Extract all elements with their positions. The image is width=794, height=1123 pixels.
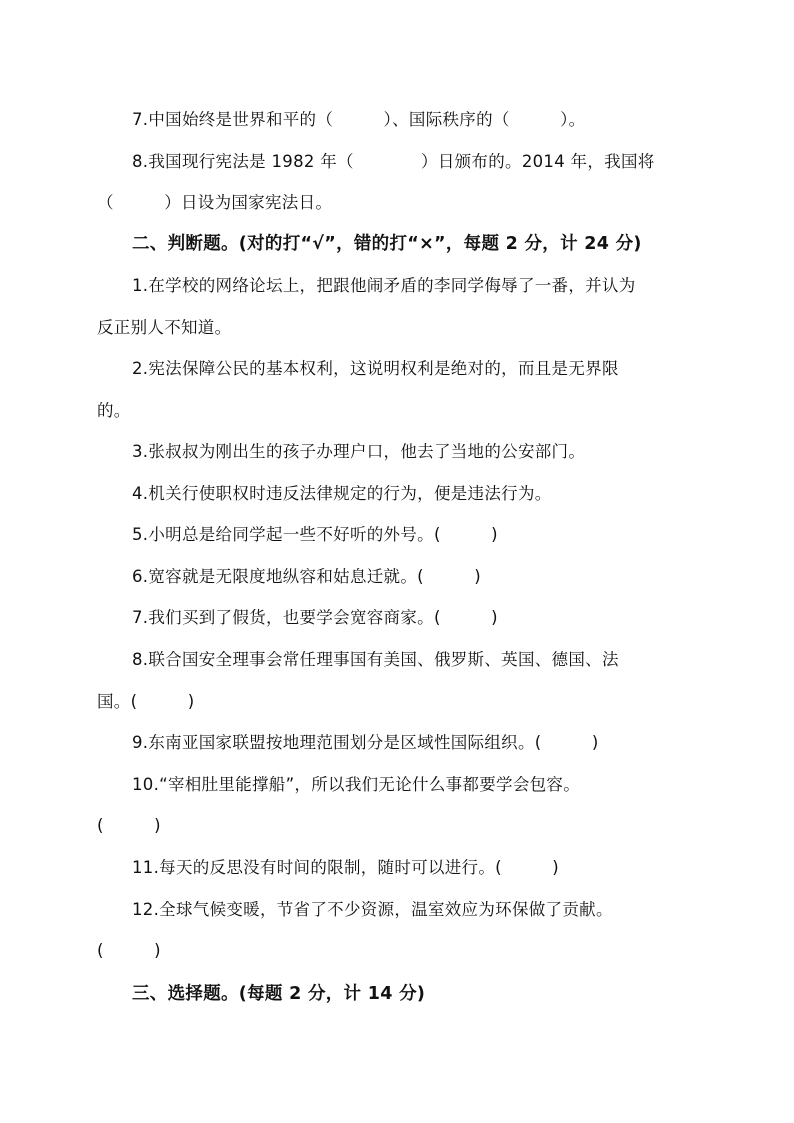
section-3-heading: 三、选择题。(每题 2 分，计 14 分) xyxy=(132,984,426,1004)
section-2-heading: 二、判断题。(对的打“√”，错的打“×”，每题 2 分，计 24 分) xyxy=(132,234,642,254)
tf-question-7: 7.我们买到了假货，也要学会宽容商家。( ) xyxy=(132,608,498,627)
question-8-fill-blank-line1: 8.我国现行宪法是 1982 年（ ）日颁布的。2014 年，我国将 xyxy=(132,152,655,171)
tf-question-1-line1: 1.在学校的网络论坛上，把跟他闹矛盾的李同学侮辱了一番，并认为 xyxy=(132,276,636,295)
tf-question-3: 3.张叔叔为刚出生的孩子办理户口，他去了当地的公安部门。 xyxy=(132,442,586,461)
tf-question-5: 5.小明总是给同学起一些不好听的外号。( ) xyxy=(132,525,498,544)
tf-question-1-line2: 反正别人不知道。 xyxy=(97,318,232,337)
tf-question-10-line2: ( ) xyxy=(97,816,161,835)
tf-question-8-line2: 国。( ) xyxy=(97,692,195,711)
tf-question-12-line2: ( ) xyxy=(97,941,161,960)
question-7-fill-blank: 7.中国始终是世界和平的（ ）、国际秩序的（ ）。 xyxy=(132,110,586,129)
tf-question-10-line1: 10.“宰相肚里能撑船”，所以我们无论什么事都要学会包容。 xyxy=(132,775,581,794)
question-8-fill-blank-line2: （ ）日设为国家宪法日。 xyxy=(97,193,333,212)
tf-question-6: 6.宽容就是无限度地纵容和姑息迁就。( ) xyxy=(132,567,482,586)
tf-question-4: 4.机关行使职权时违反法律规定的行为，便是违法行为。 xyxy=(132,484,552,503)
tf-question-12-line1: 12.全球气候变暖，节省了不少资源，温室效应为环保做了贡献。 xyxy=(132,900,613,919)
tf-question-2-line1: 2.宪法保障公民的基本权利，这说明权利是绝对的，而且是无界限 xyxy=(132,359,619,378)
tf-question-8-line1: 8.联合国安全理事会常任理事国有美国、俄罗斯、英国、德国、法 xyxy=(132,650,619,669)
tf-question-9: 9.东南亚国家联盟按地理范围划分是区域性国际组织。( ) xyxy=(132,733,599,752)
tf-question-2-line2: 的。 xyxy=(97,401,131,420)
tf-question-11: 11.每天的反思没有时间的限制，随时可以进行。( ) xyxy=(132,858,560,877)
